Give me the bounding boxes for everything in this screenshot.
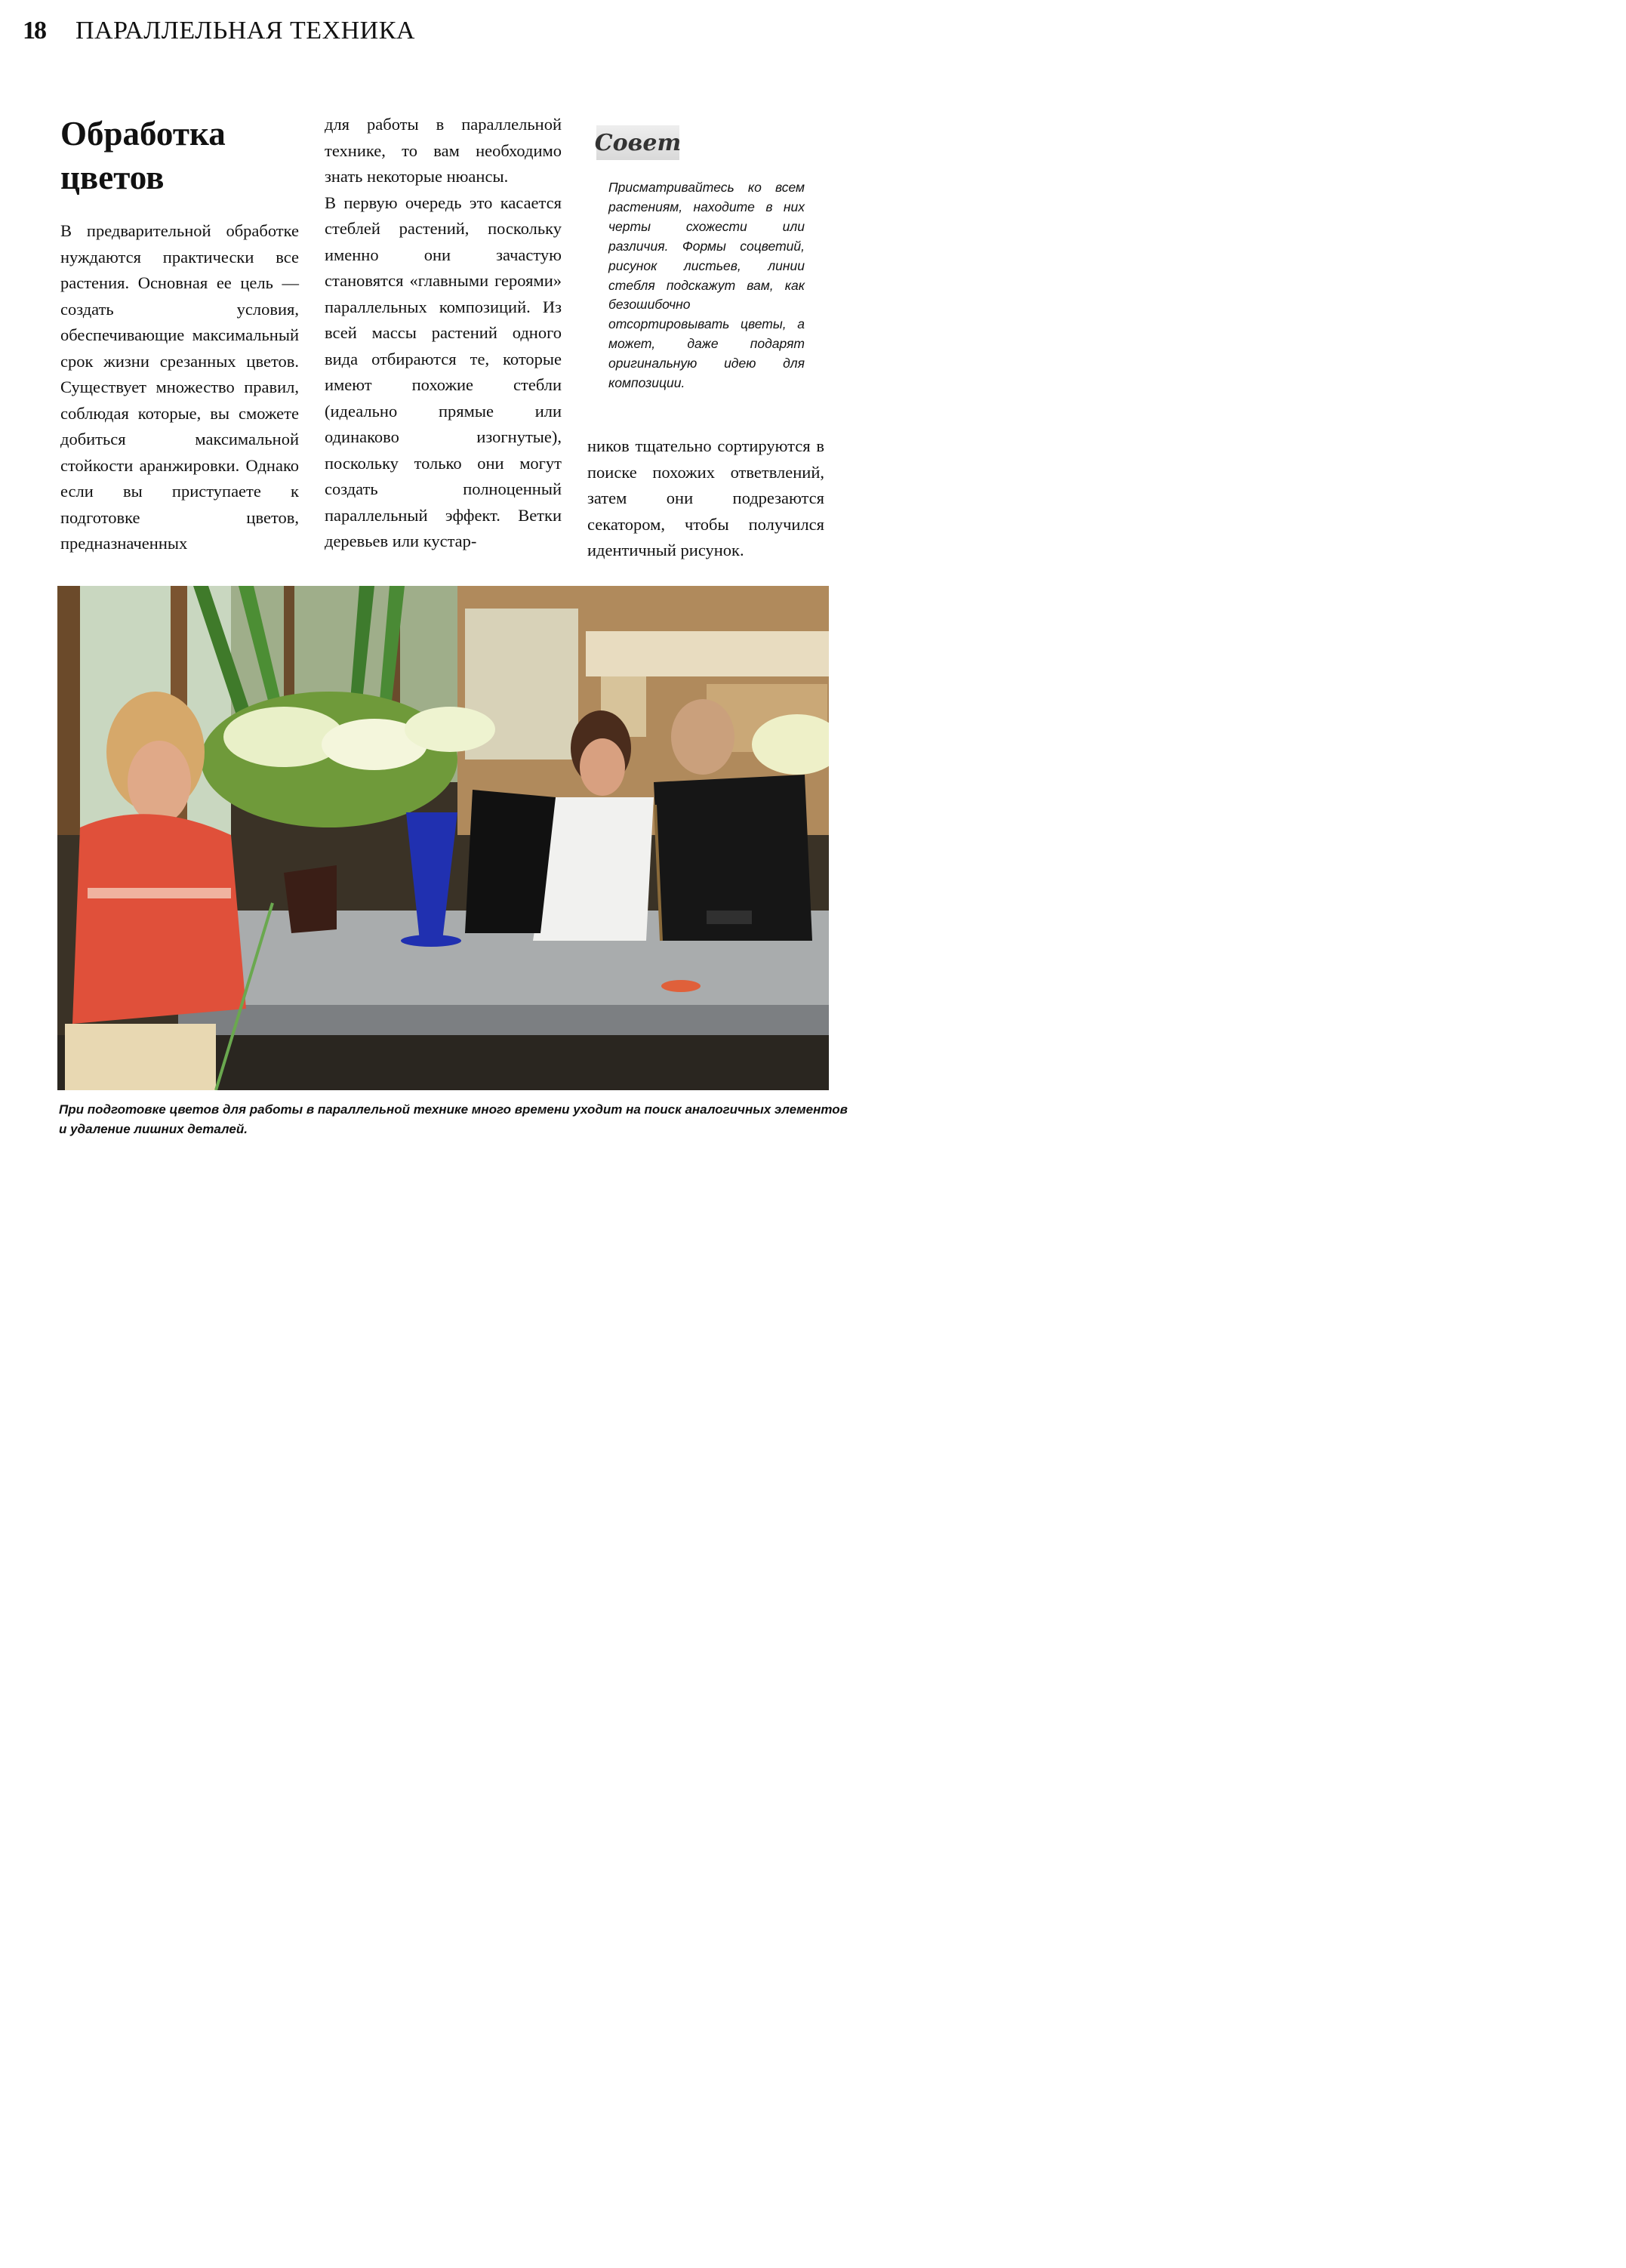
tip-label: Совет [596, 125, 679, 160]
text-column-1 [60, 218, 299, 557]
column2-paragraph-2: В первую очередь это касается стеблей растений, поскольку именно они зачастую становятся «главными героями» параллельных композиций. Из всей массы растений одного вида отбираются те, которые имеют похожие стебли (идеально прямые или одинаково изогнутые), поскольку только они могут создать полноценный параллельный эффект. Ветки деревьев или кустар- [325, 193, 562, 550]
text-column-2 [325, 112, 562, 555]
page-header [23, 17, 415, 53]
photo-caption: При подготовке цветов для работы в параллельной технике много времени уходит на поиск аналогичных элементов и удаление лишних деталей. [59, 1102, 848, 1136]
page-number: 18 [23, 17, 45, 45]
workshop-photo [57, 586, 829, 1090]
column3-paragraph: ников тщательно сортируются в поиске похожих ответвлений, затем они подрезаются секатором, чтобы получился идентичный рисунок. [587, 436, 824, 559]
running-title: ПАРАЛЛЕЛЬНАЯ ТЕХНИКА [75, 17, 415, 45]
column2-paragraph-1: для работы в параллельной технике, то вам необходимо знать некоторые нюансы. [325, 115, 562, 186]
text-column-3 [587, 433, 824, 564]
column1-paragraph: В предварительной обработке нуждаются практически все растения. Основная ее цель — создать условия, обеспечивающие максимальный срок жизни срезанных цветов. Существует множество правил, соблюдая которые, вы сможете добиться максимальной стойкости аранжировки. Однако если вы приступаете к подготовке цветов, предназначенных [60, 221, 299, 553]
article-title: Обработка цветов [60, 115, 226, 196]
tip-text: Присматривайтесь ко всем растениям, находите в них черты схожести или различия. Формы соцветий, рисунок листьев, линии стебля подскажут вам, как безошибочно отсортировывать цветы, а может, даже подарят оригинальную идею для композиции. [608, 180, 805, 391]
